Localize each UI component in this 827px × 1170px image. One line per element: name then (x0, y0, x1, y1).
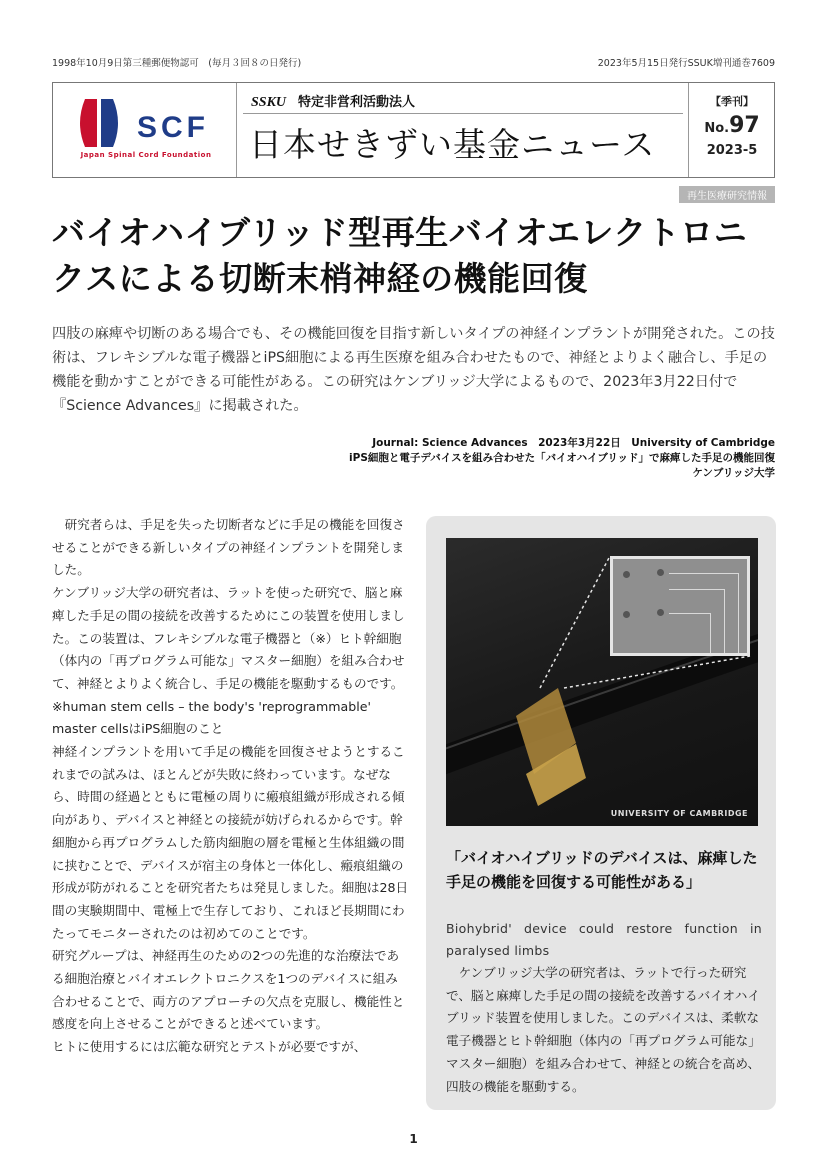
sidebar-caption-english: Biohybrid' device could restore function in paralysed limbs (446, 921, 762, 958)
article-body (52, 514, 410, 1059)
circuit-trace (669, 613, 711, 653)
electrode-dot-icon (623, 611, 630, 618)
electrode-dot-icon (657, 569, 664, 576)
issue-number (689, 113, 775, 138)
body-paragraph-4: 研究グループは、神経再生のための2つの先進的な治療法である細胞治療とバイオエレクトロニクスを1つのデバイスに組み合わせることで、両方のアプローチの欠点を克服し、機能性と感度を向上させることができると述べています。 (52, 948, 405, 1032)
issue-date: 2023-5 (706, 143, 758, 158)
source-title: iPS細胞と電子デバイスを組み合わせた「バイオハイブリッド」で麻痺した手足の機能回復 (349, 452, 775, 464)
source-citation (349, 436, 775, 481)
article-headline (52, 210, 782, 302)
org-prefix: SSKU (251, 95, 287, 110)
issue-type: 【季刊】 (710, 95, 754, 108)
photo-credit: UNIVERSITY OF CAMBRIDGE (610, 809, 748, 818)
org-line (251, 91, 415, 111)
electrode-dot-icon (623, 571, 630, 578)
body-paragraph-1: 研究者らは、手足を失った切断者などに手足の機能を回復させることができる新しいタイプの神経インプラントを開発しました。 (52, 517, 405, 578)
title-area (237, 83, 689, 177)
newsletter-title: 日本せきずい基金ニュース (249, 125, 656, 164)
masthead (52, 82, 775, 178)
org-name: 特定非営利活動法人 (298, 95, 416, 110)
publication-info-line: 2023年5月15日発行SSUK増刊通巻7609 (597, 58, 775, 69)
category-tag: 再生医療研究情報 (679, 186, 775, 203)
headline-line-2: クスによる切断末梢神経の機能回復 (52, 259, 588, 298)
body-paragraph-2: ケンブリッジ大学の研究者は、ラットを使った研究で、脳と麻痺した手足の間の接続を改善するためにこの装置を使用しました。この装置は、フレキシブルな電子機器と（※）ヒト幹細胞（体内の「再プログラム可能な」マスター細胞）を組み合わせて、神経とよりよく統合し、手足の機能を駆動するものです。 (52, 585, 405, 691)
lead-paragraph: 四肢の麻痺や切断のある場合でも、その機能回復を目指す新しいタイプの神経インプラントが開発された。この技術は、フレキシブルな電子機器とiPS細胞による再生医療を組み合わせたもので、神経とよりよく融合し、手足の機能を動かすことができる可能性がある。この研究はケンブリッジ大学によるもので、2023年3月22日付で『Science Advances』に掲載された。 (52, 326, 775, 414)
issue-number-value: 97 (729, 113, 760, 138)
title-divider (243, 113, 683, 114)
page-number: 1 (409, 1132, 418, 1146)
electrode-zoom-inset (610, 556, 750, 656)
source-journal: Journal: Science Advances 2023年3月22日 University of Cambridge (372, 437, 775, 449)
device-photo (446, 538, 758, 826)
scf-logo-icon (71, 95, 127, 151)
electrode-dot-icon (657, 609, 664, 616)
headline-line-1: バイオハイブリッド型再生バイオエレクトロニ (52, 213, 748, 252)
logo-subtitle: Japan Spinal Cord Foundation (80, 151, 212, 159)
postal-permit-line: 1998年10月9日第三種郵便物認可 (毎月３回８の日発行) (52, 58, 302, 69)
body-paragraph-3: 神経インプラントを用いて手足の機能を回復させようとするこれまでの試みは、ほとんどが失敗に終わっています。なぜなら、時間の経過とともに電極の周りに瘢痕組織が形成される傾向があり、デバイスと神経との接続が妨げられるからです。幹細胞から再プログラムした筋肉細胞の層を電極と生体組織の間に挟むことで、デバイスが宿主の身体と一体化し、瘢痕組織の形成が防がれることを研究者たちは発見しました。細胞は28日間の実験期間中、電極上で生存しており、これほど長期間にわたってモニターされたのは初めてのことです。 (52, 744, 409, 941)
sidebar-box (426, 516, 776, 1110)
sidebar-quote: 「バイオハイブリッドのデバイスは、麻痺した手足の機能を回復する可能性がある」 (446, 849, 758, 891)
logo-area (53, 83, 237, 177)
logo-text: SCF (137, 111, 209, 144)
issue-number-prefix: No. (704, 121, 730, 136)
body-paragraph-5: ヒトに使用するには広範な研究とテストが必要ですが、 (52, 1039, 367, 1055)
body-note: ※human stem cells – the body's 'reprogrammable' master cellsはiPS細胞のこと (52, 698, 371, 737)
sidebar-caption-japanese: ケンブリッジ大学の研究者は、ラットで行った研究で、脳と麻痺した手足の間の接続を改善するバイオハイブリッド装置を使用しました。このデバイスは、柔軟な電子機器とヒト幹細胞（体内の「再プログラム可能な」マスター細胞）を組み合わせて、神経との統合を高め、四肢の機能を駆動する。 (446, 965, 761, 1094)
source-institution: ケンブリッジ大学 (692, 467, 775, 479)
issue-area (689, 83, 775, 177)
